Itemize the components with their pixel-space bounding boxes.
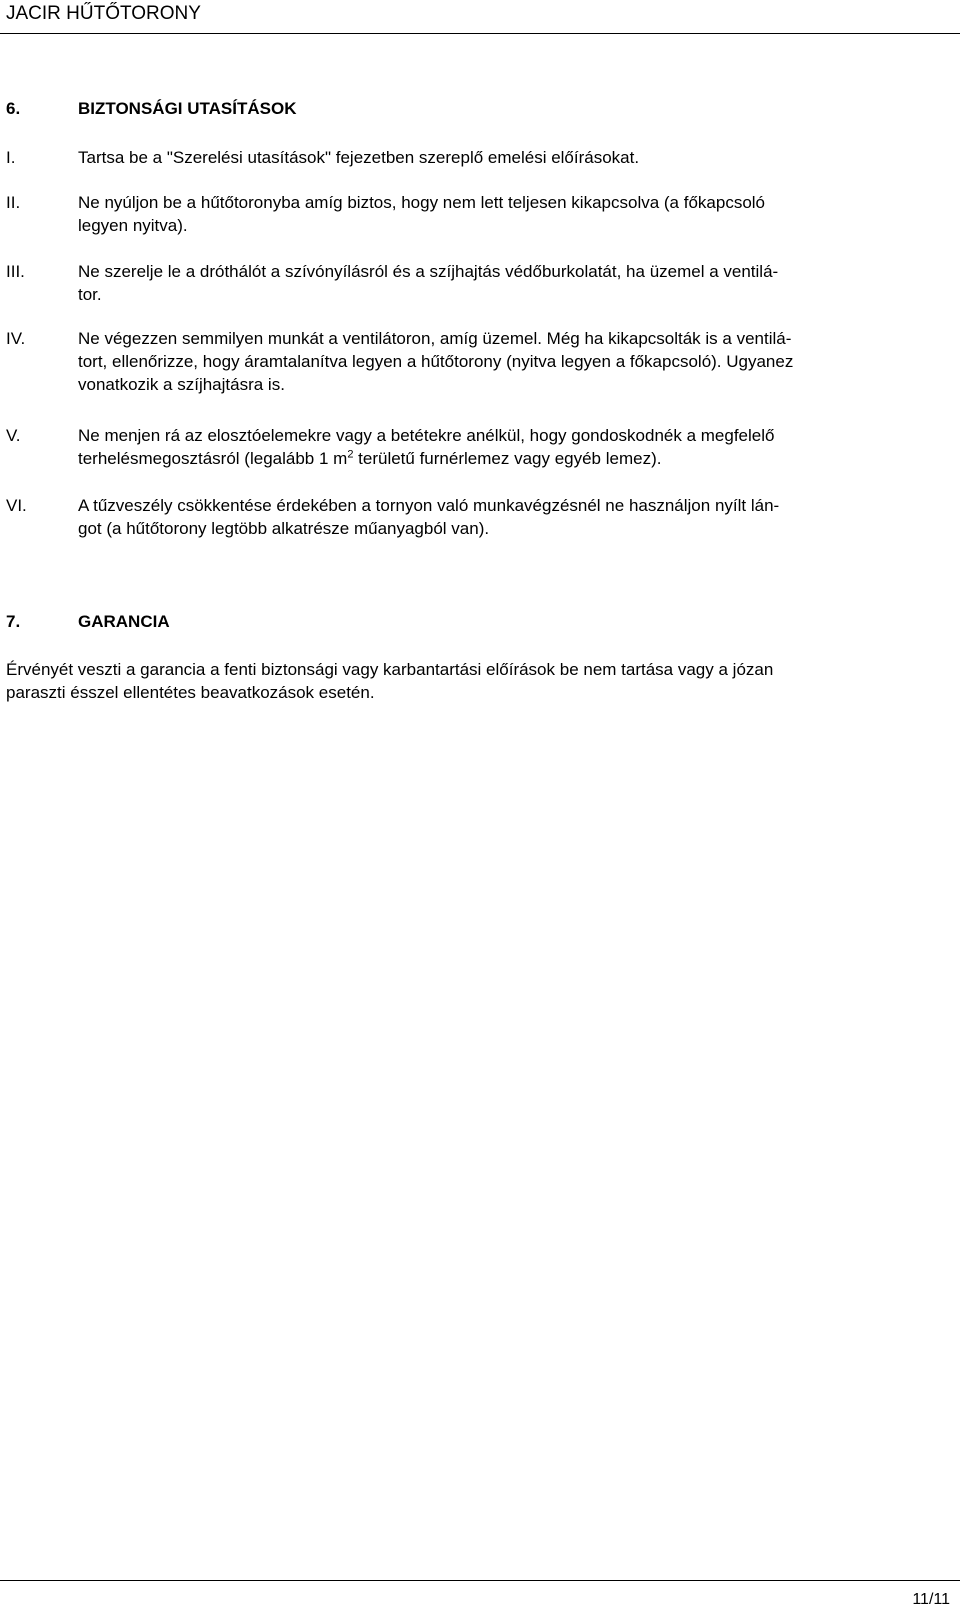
list-item-text [78,494,950,540]
list-item-text: Tartsa be a "Szerelési utasítások" fejezetben szereplő emelési előírásokat. [78,148,640,167]
list-item [6,146,956,170]
warranty-paragraph [6,658,946,704]
section-title: GARANCIA [78,612,170,631]
list-item [6,260,956,308]
page-number: 11/11 [912,1591,950,1608]
list-item [6,424,956,472]
paragraph-line: paraszti ésszel ellentétes beavatkozások esetén. [6,683,375,702]
list-item-numeral: VI. [6,496,27,515]
list-item-line: vonatkozik a szíjhajtásra is. [78,375,285,394]
header-divider [0,33,960,34]
list-item-numeral: IV. [6,329,26,348]
list-item-text [78,327,950,396]
list-item [6,494,956,542]
list-item-line: A tűzveszély csökkentése érdekében a tornyon való munkavégzésnél ne használjon nyílt lán- [78,496,780,515]
list-item-line: legyen nyitva). [78,216,188,235]
document-header-title: JACIR HŰTŐTORONY [6,3,201,24]
list-item-line: Ne nyúljon be a hűtőtoronyba amíg biztos, hogy nem lett teljesen kikapcsolva (a főkapcsoló [78,193,766,212]
section-number: 6. [6,99,21,118]
list-item-line: Ne szerelje le a dróthálót a szívónyílásról és a szíjhajtás védőburkolatát, ha üzemel a ventilá- [78,262,779,281]
list-item-text [78,191,950,237]
list-item-text [78,260,950,306]
list-item [6,191,956,239]
list-item-line: tor. [78,285,102,304]
section-title: BIZTONSÁGI UTASÍTÁSOK [78,99,297,118]
list-item-numeral: II. [6,193,21,212]
paragraph-line: Érvényét veszti a garancia a fenti biztonsági vagy karbantartási előírások be nem tartása vagy a józan [6,660,774,679]
list-item-line-part: terhelésmegosztásról (legalább 1 m [78,449,348,468]
list-item-line: got (a hűtőtorony legtöbb alkatrésze műanyagból van). [78,519,490,538]
list-item-line: Ne menjen rá az elosztóelemekre vagy a betétekre anélkül, hogy gondoskodnék a megfelelő [78,426,775,445]
footer-divider [0,1580,960,1581]
section-number: 7. [6,612,21,631]
list-item-line: Ne végezzen semmilyen munkát a ventilátoron, amíg üzemel. Még ha kikapcsolták is a ventilá- [78,329,792,348]
list-item-numeral: III. [6,262,25,281]
list-item-line: tort, ellenőrizze, hogy áramtalanítva legyen a hűtőtorony (nyitva legyen a főkapcsoló). Ugyanez [78,352,794,371]
list-item-text [78,424,950,470]
superscript: 2 [347,448,354,461]
list-item-numeral: I. [6,148,16,167]
list-item [6,327,956,399]
list-item-line [78,447,950,470]
list-item-numeral: V. [6,426,21,445]
list-item-line-part: területű furnérlemez vagy egyéb lemez). [353,449,662,468]
